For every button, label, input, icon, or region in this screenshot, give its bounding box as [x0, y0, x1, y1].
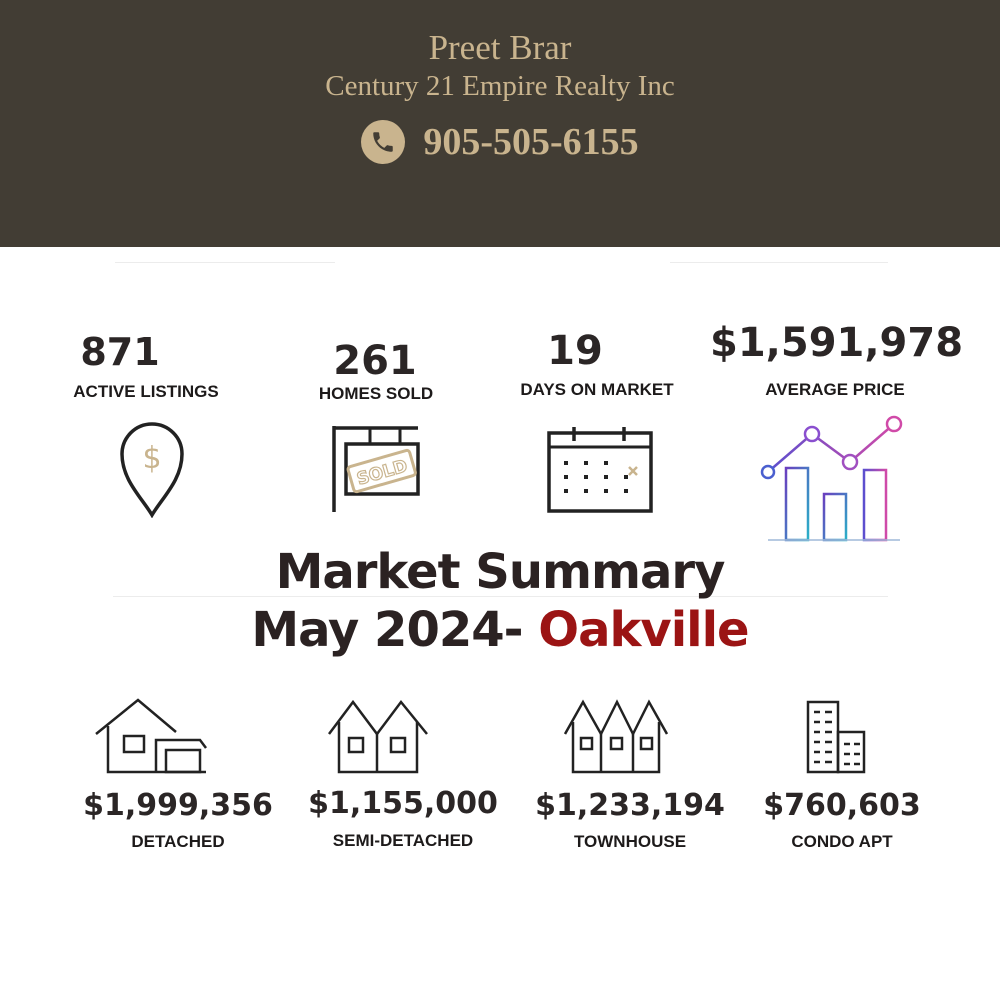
townhouse-label: TOWNHOUSE [573, 832, 687, 851]
market-summary-subtitle [0, 602, 1000, 658]
location-pin-dollar-icon [118, 418, 186, 518]
homes-sold-value: 261 [333, 338, 417, 384]
condo-apt-price-value: $760,603 [763, 788, 921, 823]
phone-number[interactable]: 905-505-6155 [423, 121, 639, 163]
average-price-value: $1,591,978 [710, 320, 964, 366]
days-on-market-label: DAYS ON MARKET [520, 380, 674, 399]
detached-house-icon [94, 698, 210, 774]
brokerage-name: Century 21 Empire Realty Inc [325, 70, 675, 102]
svg-text:SOLD: SOLD [354, 456, 410, 490]
detached-price-value: $1,999,356 [83, 788, 273, 823]
bar-line-chart-icon [758, 412, 908, 542]
divider-left [115, 262, 335, 263]
condo-apt-label: CONDO APT [791, 832, 893, 851]
market-summary-title: Market Summary [275, 544, 725, 600]
divider-right [670, 262, 888, 263]
detached-label: DETACHED [131, 832, 225, 851]
active-listings-label: ACTIVE LISTINGS [73, 382, 219, 401]
average-price-label: AVERAGE PRICE [765, 380, 905, 399]
phone-row [0, 120, 1000, 164]
phone-icon [361, 120, 405, 164]
condo-building-icon [804, 698, 870, 774]
semi-detached-label: SEMI-DETACHED [332, 831, 474, 850]
calendar-icon [546, 425, 654, 515]
semi-detached-house-icon [327, 698, 429, 774]
title-city: Oakville [538, 602, 749, 658]
title-month-year: May 2024- [251, 602, 539, 658]
days-on-market-value: 19 [547, 328, 603, 374]
sold-sign-icon [330, 422, 422, 514]
townhouse-price-value: $1,233,194 [535, 788, 725, 823]
townhouse-icon [563, 698, 669, 774]
svg-text:$: $ [142, 441, 162, 476]
homes-sold-label: HOMES SOLD [318, 384, 434, 403]
agent-header [0, 0, 1000, 247]
semi-detached-price-value: $1,155,000 [308, 786, 498, 821]
active-listings-value: 871 [80, 330, 160, 374]
agent-name: Preet Brar [428, 28, 572, 67]
